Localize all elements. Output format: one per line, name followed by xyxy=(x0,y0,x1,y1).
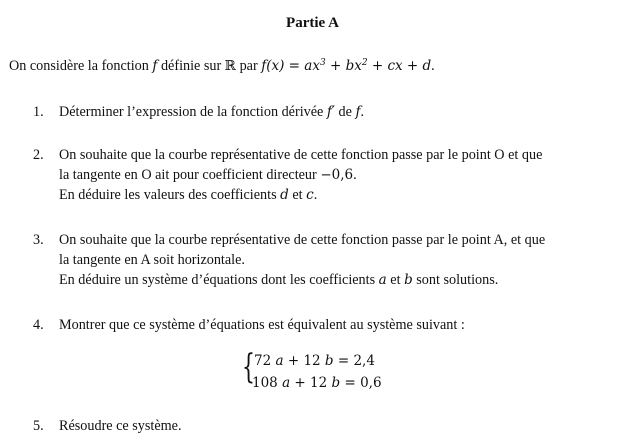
item-number: 3. xyxy=(33,232,44,248)
item-3-line-1: On souhaite que la courbe représentative de cette fonction passe par le point A, et que xyxy=(59,232,546,248)
item-2-line-2: la tangente en O ait pour coefficient directeur −0,6. xyxy=(59,167,357,183)
equation-1: 72 a + 12 b = 2,4 xyxy=(254,353,375,369)
reals-symbol: ℝ xyxy=(224,58,237,74)
item-number: 4. xyxy=(33,317,44,333)
item-2-line-3: En déduire les valeurs des coefficients d et c. xyxy=(59,187,318,203)
item-number: 5. xyxy=(33,418,44,434)
intro-paragraph: On considère la fonction f définie sur ℝ par $f(x) = ax^3 + bx^2$ + cx + d. xyxy=(9,58,435,74)
item-5-text: Résoudre ce système. xyxy=(59,418,182,434)
item-2-line-1: On souhaite que la courbe représentative de cette fonction passe par le point O et que xyxy=(59,147,543,163)
system-brace: { xyxy=(242,347,255,387)
function-name: f xyxy=(152,58,158,74)
section-title: Partie A xyxy=(286,15,339,31)
derivative-symbol: f′ xyxy=(326,104,335,120)
item-3-line-3: En déduire un système d’équations dont les coefficients a et b sont solutions. xyxy=(59,272,499,288)
function-expression: $f(x) = ax^3 + bx^2$ + cx + d xyxy=(261,58,432,74)
equation-2: 108 a + 12 b = 0,6 xyxy=(252,375,382,391)
item-1-text: Déterminer l’expression de la fonction dérivée f′ de f. xyxy=(59,104,364,120)
item-4-text: Montrer que ce système d’équations est équivalent au système suivant : xyxy=(59,317,465,333)
item-3-line-2: la tangente en A soit horizontale. xyxy=(59,252,245,268)
item-number: 2. xyxy=(33,147,44,163)
item-number: 1. xyxy=(33,104,44,120)
